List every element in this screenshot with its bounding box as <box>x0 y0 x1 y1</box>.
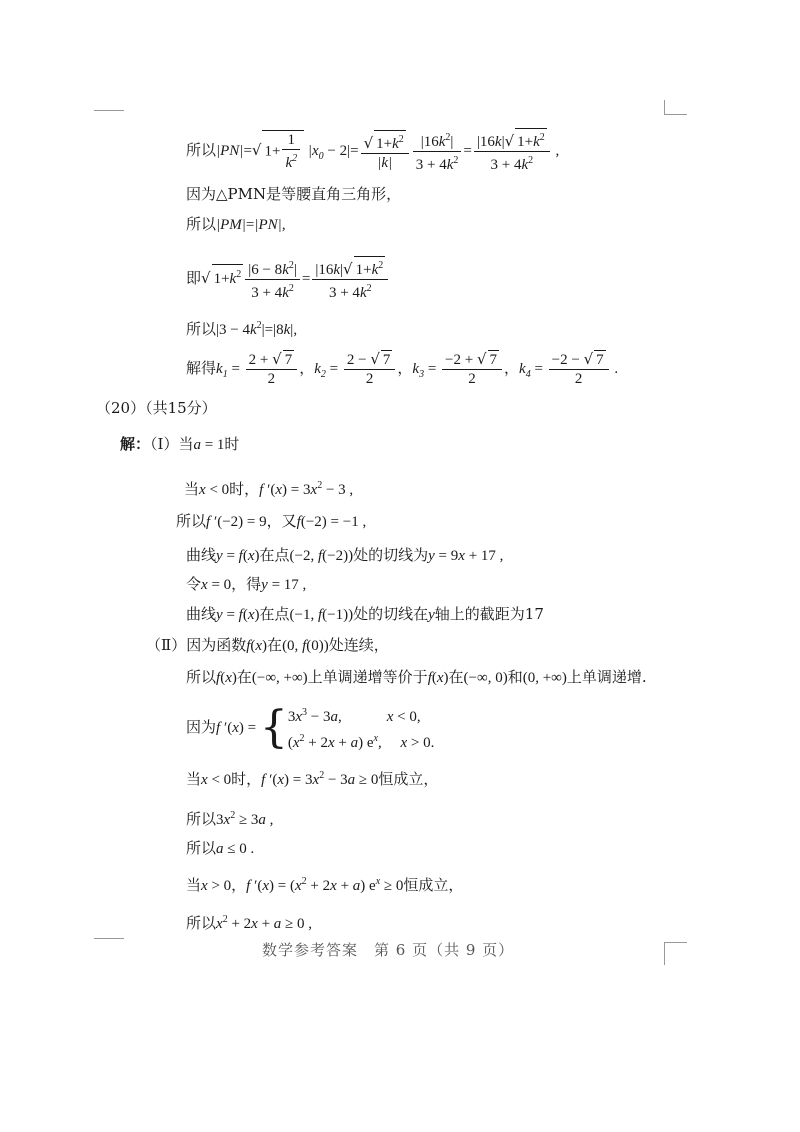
text: ，又 <box>266 512 297 530</box>
text: 所以 <box>186 215 217 233</box>
text: 在 <box>448 668 464 686</box>
text: 因为△PMN是等腰直角三角形， <box>186 185 402 203</box>
text: 上单调递增. <box>566 668 647 686</box>
text: 所以 <box>186 320 217 338</box>
eq-derivative-neg: 当x < 0时，f $'(x) = 3x^2 - 3$ , <box>184 480 354 498</box>
text: 所以 <box>186 839 217 857</box>
crop-mark-bottom-left <box>94 938 124 959</box>
crop-mark-top-left <box>94 110 124 131</box>
text: 令 <box>186 575 202 593</box>
text: 曲线 <box>186 546 217 564</box>
part-two-heading: （Ⅱ）因为函数f(x)在(0, f(0))处连续， <box>146 636 389 654</box>
text: 在 <box>236 668 252 686</box>
text: 时， <box>229 480 260 498</box>
text: 数学参考答案 第 6 页（共 9 页） <box>262 941 515 959</box>
text: 解得 <box>186 359 217 377</box>
text: 时， <box>231 770 262 788</box>
text: 在点 <box>259 546 290 564</box>
text: （20）（共15分） <box>96 399 217 417</box>
text: 恒成立， <box>378 770 439 788</box>
section-heading <box>96 398 217 418</box>
eq-pm-eq-pn: 所以|PM|=|PN|, <box>186 215 286 233</box>
text: 上单调递增等价于 <box>307 668 428 686</box>
text: 在点 <box>259 605 290 623</box>
text: ， <box>231 876 247 894</box>
eq-monotonic: 所以f(x)在(−∞, +∞)上单调递增等价于f(x)在(−∞, 0)和(0, +∞)上单调递增. <box>186 668 647 686</box>
eq-intercept: 曲线y = f(x)在点(−1, f(−1))处的切线在y轴上的截距为17 <box>186 605 544 623</box>
text: 处连续， <box>328 636 389 654</box>
text: 所以 <box>186 914 217 932</box>
text: 所以 <box>186 668 217 686</box>
text: 恒成立， <box>403 876 464 894</box>
text: 和 <box>507 668 523 686</box>
text: 所以 <box>176 512 207 530</box>
text: 解： <box>120 435 151 453</box>
eq-k-solutions: 解得$k_1$ = $\frac{2 + √ 7}{2}$ ，$k_2$ = $\frac{2 - √ 7}{2}$ ，$k_3$ = $\frac{-2 + √ 7}{2}$ ，$k_4$ = $\frac{-2 - √ 7}{2}$ . <box>186 350 619 387</box>
text: 时 <box>224 435 240 453</box>
text: （Ⅰ）当 <box>150 435 194 453</box>
eq-equality: 即√ $1+k^2$ $\frac{|6 - 8k^2|}{3 + 4k^2}$ = $\frac{|16k|√ 1+k^2}{3 + 4k^2}$ <box>186 256 390 302</box>
text: 处的切线为 <box>353 546 429 564</box>
text: 曲线 <box>186 605 217 623</box>
text: 处的切线在 <box>353 605 429 623</box>
eq-pn-length: 所以|PN|=√ 1+ $\frac{1}{k^2}$ $|x_0 - 2|=$ $\frac{√ 1+k^2}{|k|}$ $\frac{|16k^2|}{3 + 4k^2}$ = $\frac{|16k|√ 1+k^2}{3 + 4k^2}$ , <box>186 128 559 174</box>
text: 当 <box>184 480 200 498</box>
eq-a-le-0: 所以a ≤ 0 . <box>186 839 255 857</box>
crop-mark-bottom-right <box>664 942 687 965</box>
text: 当 <box>186 876 202 894</box>
text: 因为 <box>186 718 217 736</box>
eq-condition-neg: 当x < 0时，f $'(x) = 3x^2 - 3a \ge 0$恒成立， <box>186 770 439 788</box>
page-footer <box>262 940 514 960</box>
text: ，得 <box>231 575 262 593</box>
text-isosceles-right <box>186 184 401 204</box>
eq-quadratic-ge-0: 所以$x^2 + 2x + a \ge 0$ , <box>186 914 313 932</box>
text: 在 <box>267 636 283 654</box>
eq-tangent-line: 曲线y = f(x)在点(−2, f(−2))处的切线为y = 9x + 17 , <box>186 546 504 564</box>
text: （Ⅱ）因为函数 <box>146 636 247 654</box>
text: 当 <box>186 770 202 788</box>
eq-piecewise-derivative: 因为f ′(x) = { $3x^3 - 3a$, x < 0, $(x^2 + 2x + a)$ $e^x$, x > 0. <box>186 702 435 753</box>
text: 所以 <box>186 810 217 828</box>
eq-condition-pos: 当x > 0，f $'(x) = (x^2 + 2x + a) e^x \ge 0$恒成立， <box>186 876 464 894</box>
text: 即 <box>186 269 202 287</box>
eq-values-at-minus2: 所以f ′(−2) = 9，又f(−2) = −1 , <box>176 512 367 530</box>
text: 所以 <box>186 141 217 159</box>
part-one-heading: 解：（Ⅰ）当a = 1时 <box>120 435 240 453</box>
eq-3x2-ge-3a: 所以$3x^2 \ge 3a$ , <box>186 810 274 828</box>
text: 轴上的截距为17 <box>434 605 544 623</box>
crop-mark-top-right <box>664 100 687 115</box>
eq-abs: 所以$|3 - 4k^2|=|8k|$, <box>186 320 298 338</box>
eq-let-x-zero: 令x = 0，得y = 17 , <box>186 575 307 593</box>
